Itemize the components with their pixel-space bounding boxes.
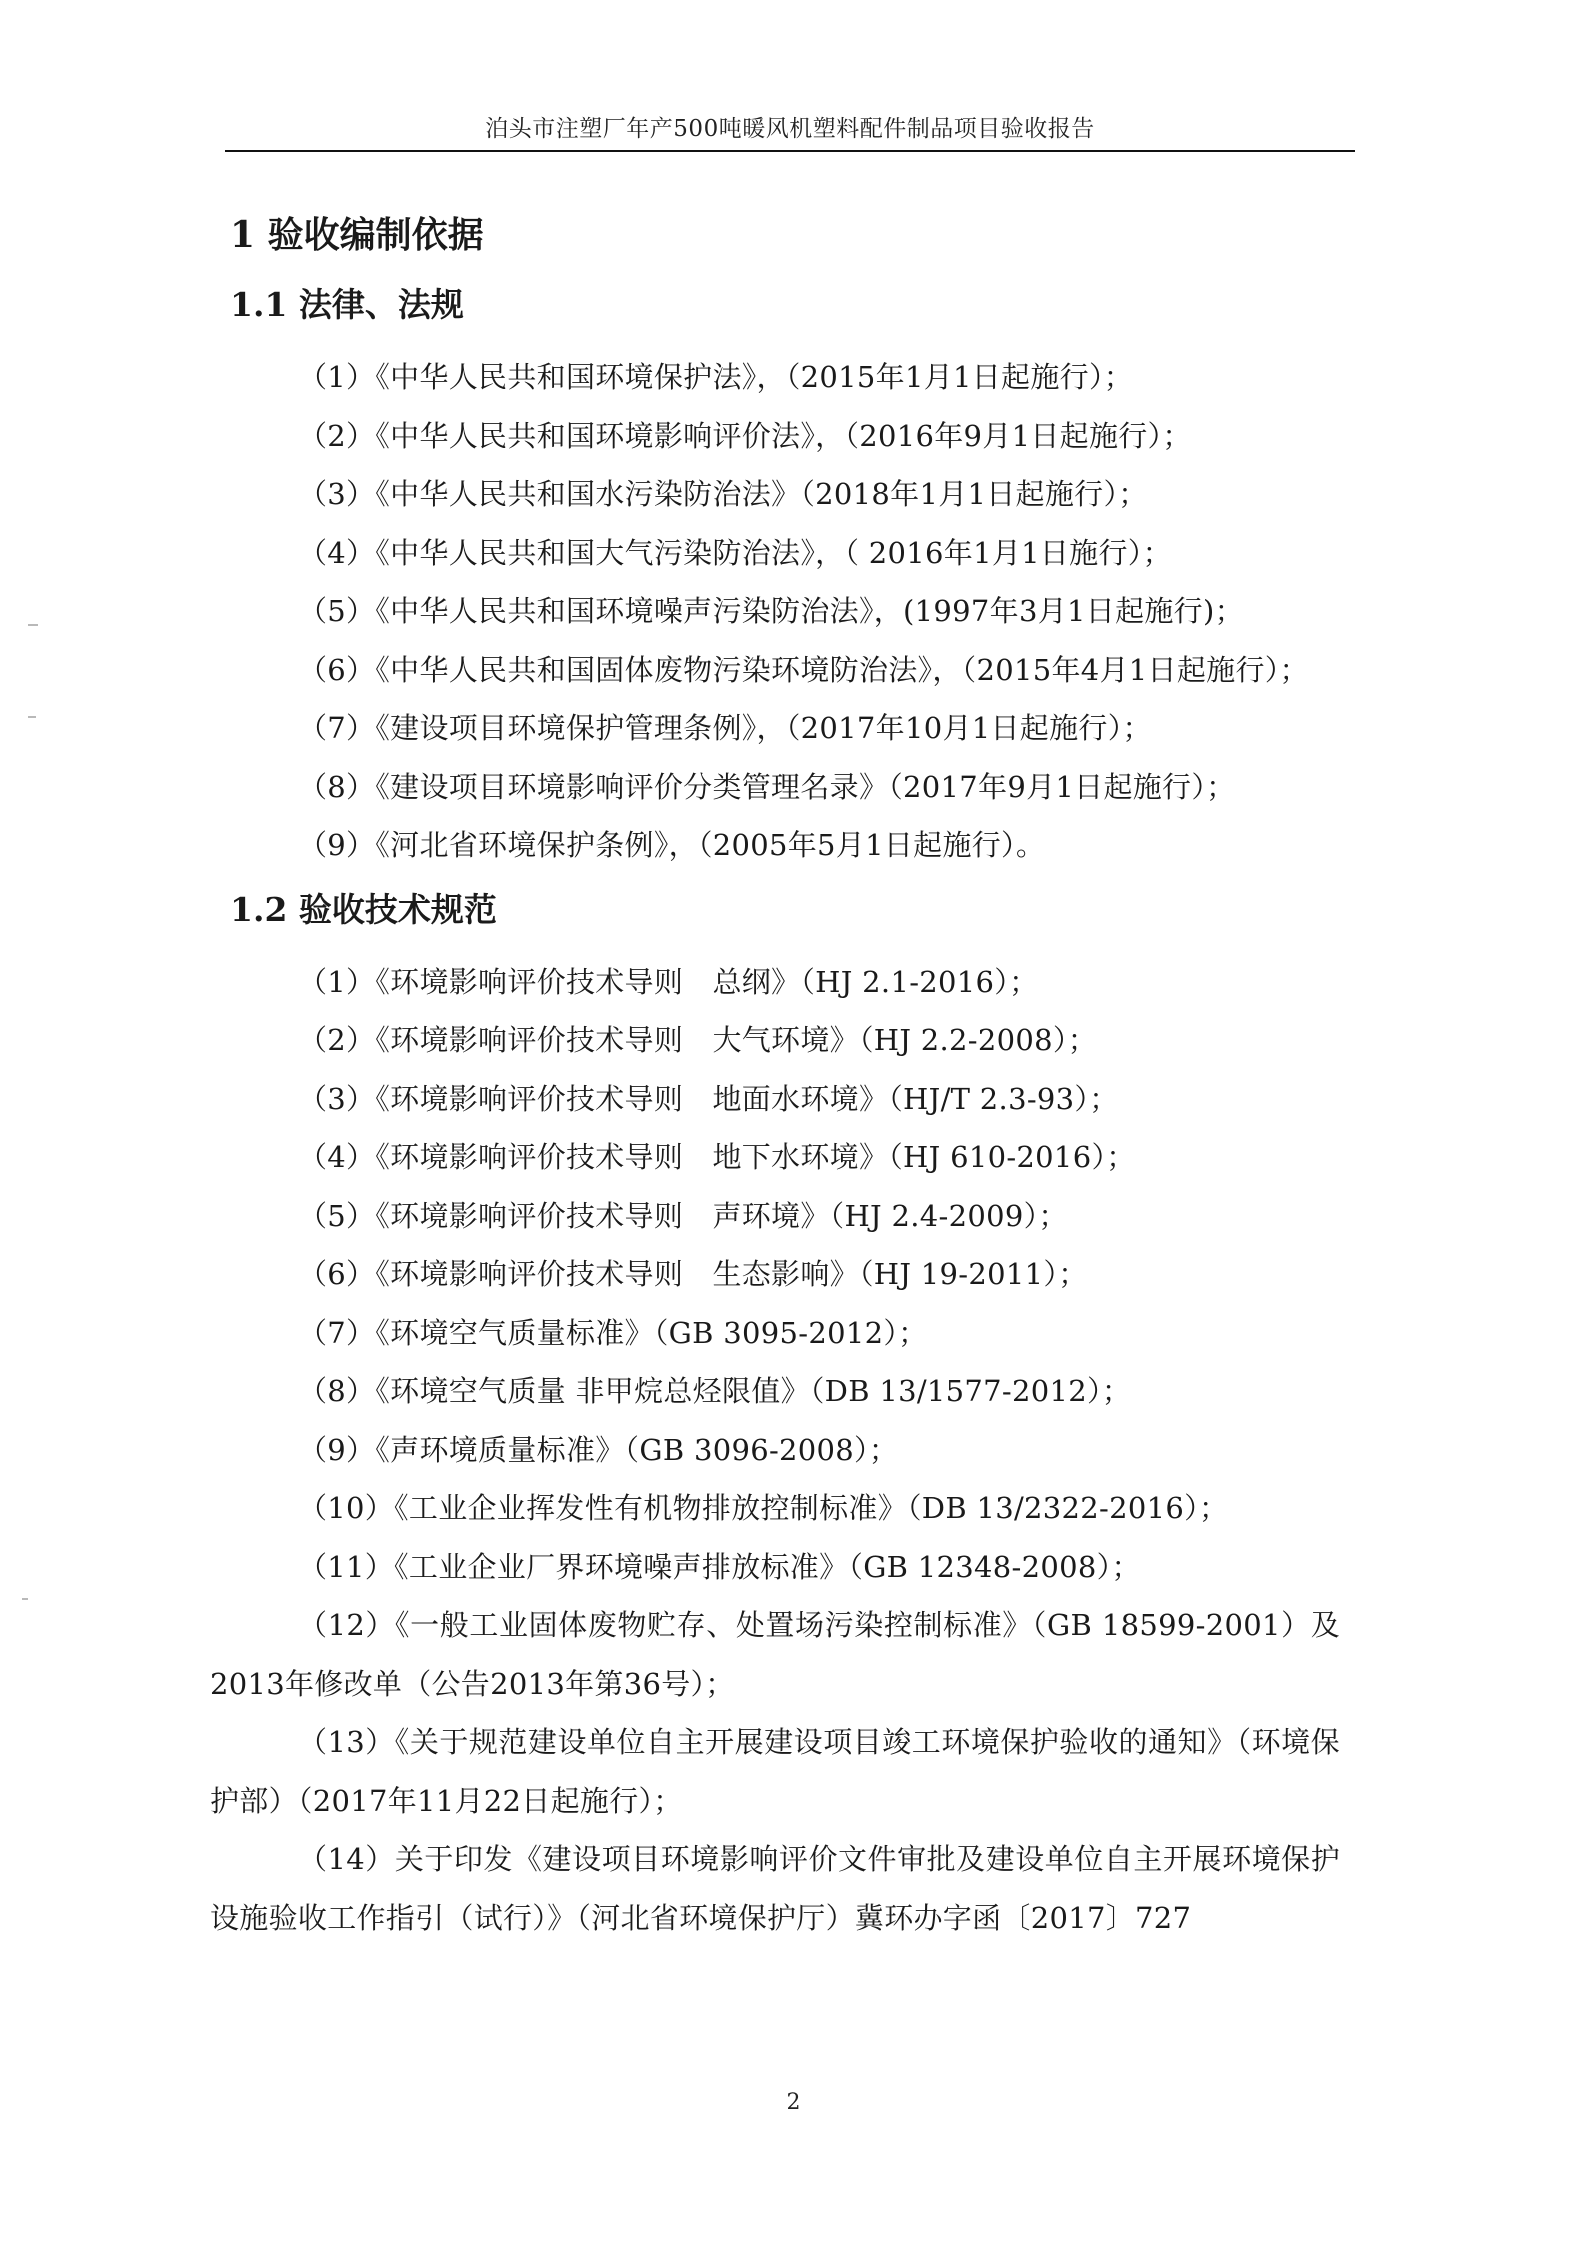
page-content <box>210 200 1340 1947</box>
spacer <box>210 340 1340 348</box>
running-header: 泊头市注塑厂年产500吨暖风机塑料配件制品项目验收报告 <box>485 116 1095 142</box>
laws-list <box>210 348 1340 875</box>
list-item: （1）《中华人民共和国环境保护法》，（2015年1月1日起施行）； <box>298 360 1134 394</box>
list-item: （7）《环境空气质量标准》（GB 3095-2012）； <box>298 1315 928 1350</box>
list-item: （6）《环境影响评价技术导则 生态影响》（HJ 19-2011）； <box>298 1257 1088 1291</box>
list-item: （10）《工业企业挥发性有机物排放控制标准》（DB 13/2322-2016）； <box>298 1491 1229 1525</box>
list-item: （2）《环境影响评价技术导则 大气环境》（HJ 2.2-2008）； <box>298 1023 1098 1057</box>
list-item: （8）《建设项目环境影响评价分类管理名录》（2017年9月1日起施行）； <box>298 769 1236 804</box>
list-item: （9）《河北省环境保护条例》，（2005年5月1日起施行）。 <box>298 828 1046 862</box>
list-item: （7）《建设项目环境保护管理条例》，（2017年10月1日起施行）； <box>298 711 1152 745</box>
list-item: （3）《中华人民共和国水污染防治法》（2018年1月1日起施行）； <box>298 477 1148 511</box>
list-item: （8）《环境空气质量 非甲烷总烃限值》（DB 13/1577-2012）； <box>298 1374 1132 1408</box>
list-item: （14）关于印发《建设项目环境影响评价文件审批及建设单位自主开展环境保护设施验收工作指引（试行）》（河北省环境保护厅）冀环办字函〔2017〕727 <box>210 1842 1340 1935</box>
list-item: （3）《环境影响评价技术导则 地面水环境》（HJ/T 2.3-93）； <box>298 1081 1119 1116</box>
section-title-laws: 1.1 法律、法规 <box>230 285 464 324</box>
page-number: 2 <box>786 2090 801 2115</box>
list-item: （4）《环境影响评价技术导则 地下水环境》（HJ 610-2016）； <box>298 1140 1136 1174</box>
list-item: （6）《中华人民共和国固体废物污染环境防治法》，（2015年4月1日起施行）； <box>298 652 1309 687</box>
list-item: （1）《环境影响评价技术导则 总纲》（HJ 2.1-2016）； <box>298 964 1039 999</box>
list-item: （4）《中华人民共和国大气污染防治法》，（ 2016年1月1日施行）； <box>298 535 1172 570</box>
spacer <box>210 945 1340 953</box>
list-item: （13）《关于规范建设单位自主开展建设项目竣工环境保护验收的通知》（环境保护部）（2017年11月22日起施行）； <box>210 1725 1340 1818</box>
scan-artifact <box>22 1598 28 1600</box>
list-item: （11）《工业企业厂界环境噪声排放标准》（GB 12348-2008）； <box>298 1549 1141 1584</box>
list-item: （12）《一般工业固体废物贮存、处置场污染控制标准》（GB 18599-2001）及2013年修改单（公告2013年第36号）； <box>210 1608 1340 1701</box>
list-item: （5）《环境影响评价技术导则 声环境》（HJ 2.4-2009）； <box>298 1198 1068 1233</box>
section-title-specs: 1.2 验收技术规范 <box>230 889 497 929</box>
list-item: （2）《中华人民共和国环境影响评价法》，（2016年9月1日起施行）； <box>298 418 1192 453</box>
list-item: （5）《中华人民共和国环境噪声污染防治法》，(1997年3月1日起施行)； <box>298 594 1244 628</box>
list-item: （9）《声环境质量标准》（GB 3096-2008）； <box>298 1432 899 1467</box>
specs-list <box>210 953 1340 1948</box>
scan-artifact <box>28 624 38 626</box>
header-rule <box>225 150 1355 152</box>
scan-artifact <box>28 716 36 718</box>
chapter-title: 1 验收编制依据 <box>230 214 484 256</box>
